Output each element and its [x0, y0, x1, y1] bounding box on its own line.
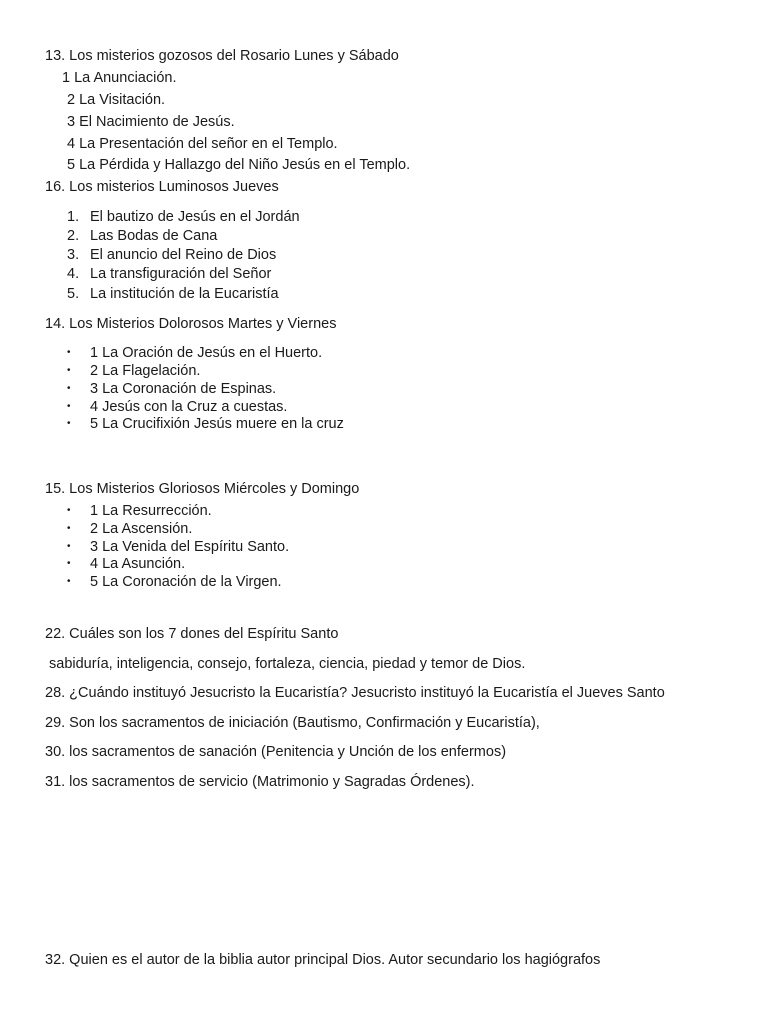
- question-28: 28. ¿Cuándo instituyó Jesucristo la Eucaristía? Jesucristo instituyó la Eucaristía el Jueves Santo: [45, 685, 665, 701]
- bullet-icon: •: [67, 505, 71, 516]
- heading-gozosos: 13. Los misterios gozosos del Rosario Lunes y Sábado: [45, 48, 399, 64]
- bullet-icon: •: [67, 418, 71, 429]
- list-number: 5.: [67, 286, 80, 302]
- list-item: 2 La Flagelación.: [90, 363, 201, 379]
- list-item: 5 La Coronación de la Virgen.: [90, 574, 282, 590]
- list-item: 2 La Visitación.: [67, 92, 166, 108]
- answer-22: sabiduría, inteligencia, consejo, fortaleza, ciencia, piedad y temor de Dios.: [49, 656, 526, 672]
- bullet-icon: •: [67, 365, 71, 376]
- question-29: 29. Son los sacramentos de iniciación (Bautismo, Confirmación y Eucaristía),: [45, 715, 540, 731]
- bullet-icon: •: [67, 347, 71, 358]
- bullet-icon: •: [67, 558, 71, 569]
- bullet-icon: •: [67, 541, 71, 552]
- list-item: 3 El Nacimiento de Jesús.: [67, 114, 235, 130]
- list-item: 4 Jesús con la Cruz a cuestas.: [90, 399, 288, 415]
- list-item: El bautizo de Jesús en el Jordán: [90, 209, 300, 225]
- list-item: 2 La Ascensión.: [90, 521, 193, 537]
- bullet-icon: •: [67, 523, 71, 534]
- list-item: 1 La Anunciación.: [62, 70, 177, 86]
- list-item: 4 La Presentación del señor en el Templo.: [67, 136, 338, 152]
- bullet-icon: •: [67, 383, 71, 394]
- question-31: 31. los sacramentos de servicio (Matrimonio y Sagradas Órdenes).: [45, 774, 475, 790]
- list-number: 4.: [67, 266, 80, 282]
- list-item: La transfiguración del Señor: [90, 266, 272, 282]
- list-item: 4 La Asunción.: [90, 556, 186, 572]
- list-item: El anuncio del Reino de Dios: [90, 247, 277, 263]
- list-item: La institución de la Eucaristía: [90, 286, 279, 302]
- list-number: 3.: [67, 247, 80, 263]
- heading-luminosos: 16. Los misterios Luminosos Jueves: [45, 179, 279, 195]
- bullet-icon: •: [67, 401, 71, 412]
- question-32: 32. Quien es el autor de la biblia autor principal Dios. Autor secundario los hagiógrafos: [45, 952, 601, 968]
- question-30: 30. los sacramentos de sanación (Penitencia y Unción de los enfermos): [45, 744, 507, 760]
- bullet-icon: •: [67, 576, 71, 587]
- list-item: 1 La Resurrección.: [90, 503, 212, 519]
- list-item: 3 La Venida del Espíritu Santo.: [90, 539, 290, 555]
- list-item: 5 La Pérdida y Hallazgo del Niño Jesús en el Templo.: [67, 157, 411, 173]
- list-item: Las Bodas de Cana: [90, 228, 218, 244]
- list-item: 5 La Crucifixión Jesús muere en la cruz: [90, 416, 344, 432]
- question-22: 22. Cuáles son los 7 dones del Espíritu Santo: [45, 626, 339, 642]
- list-number: 2.: [67, 228, 80, 244]
- heading-gloriosos: 15. Los Misterios Gloriosos Miércoles y Domingo: [45, 481, 360, 497]
- heading-dolorosos: 14. Los Misterios Dolorosos Martes y Viernes: [45, 316, 337, 332]
- list-item: 1 La Oración de Jesús en el Huerto.: [90, 345, 323, 361]
- list-number: 1.: [67, 209, 80, 225]
- list-item: 3 La Coronación de Espinas.: [90, 381, 277, 397]
